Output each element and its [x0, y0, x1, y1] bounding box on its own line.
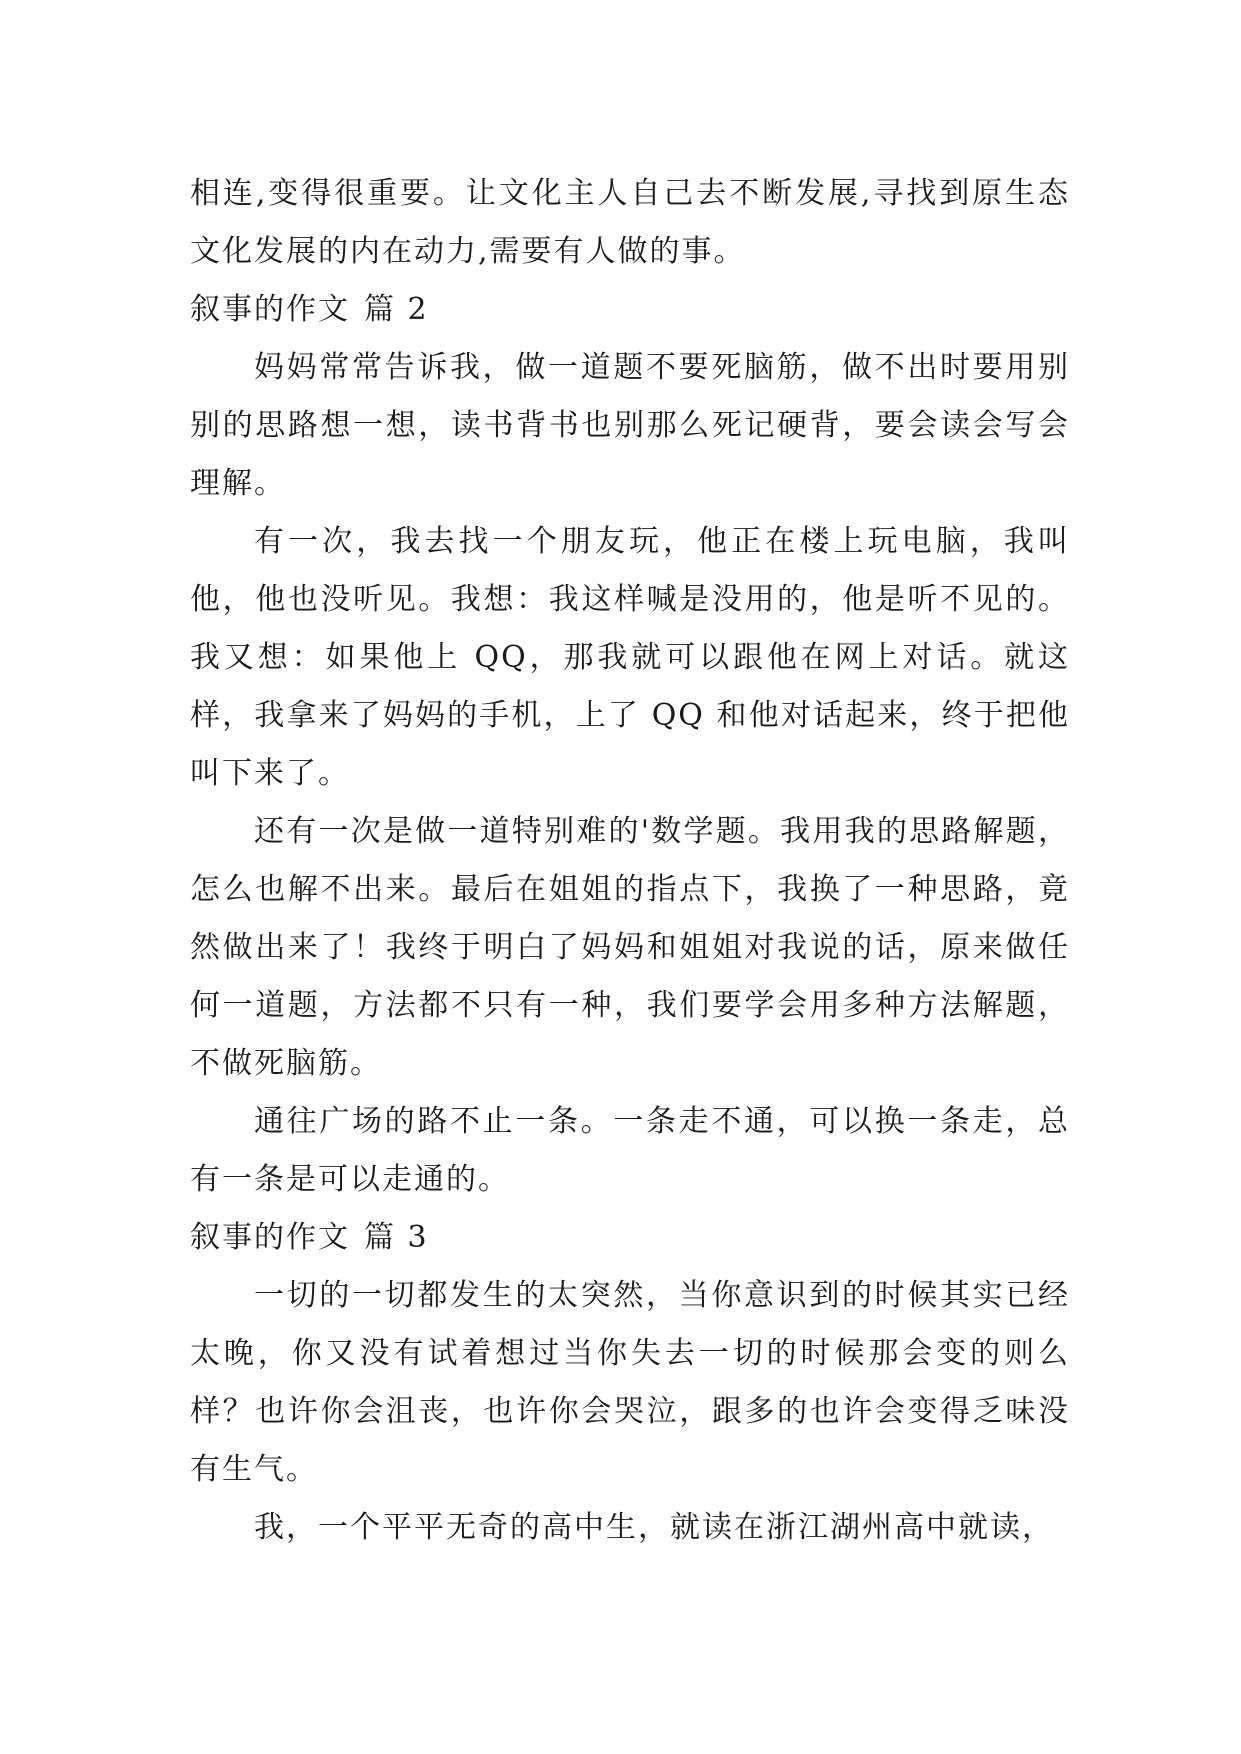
paragraph: 妈妈常常告诉我，做一道题不要死脑筋，做不出时要用别别的思路想一想，读书背书也别那么死记硬背，要会读会写会理解。 [190, 350, 1070, 501]
document-body [190, 165, 1070, 1557]
section-heading [190, 281, 1070, 339]
paragraph: 通往广场的路不止一条。一条走不通，可以换一条走，总有一条是可以走通的。 [190, 1104, 1070, 1197]
paragraph: 还有一次是做一道特别难的'数学题。我用我的思路解题，怎么也解不出来。最后在姐姐的指点下，我换了一种思路，竟然做出来了！我终于明白了妈妈和姐姐对我说的话，原来做任何一道题，方法都不只有一种，我们要学会用多种方法解题，不做死脑筋。 [190, 814, 1070, 1081]
paragraph: 有一次，我去找一个朋友玩，他正在楼上玩电脑，我叫他，他也没听见。我想：我这样喊是没用的，他是听不见的。我又想：如果他上 QQ，那我就可以跟他在网上对话。就这样，我拿来了妈妈的手机，上了 QQ 和他对话起来，终于把他叫下来了。 [190, 524, 1070, 791]
section-3 [190, 1209, 1070, 1557]
section-heading [190, 1209, 1070, 1267]
section-title: 叙事的作文 [190, 292, 350, 327]
paragraph: 我，一个平平无奇的高中生，就读在浙江湖州高中就读， [254, 1510, 1054, 1545]
section-2 [190, 281, 1070, 1209]
section-number: 篇 3 [364, 1220, 429, 1255]
section-number: 篇 2 [364, 292, 429, 327]
paragraph: 一切的一切都发生的太突然，当你意识到的时候其实已经太晚，你又没有试着想过当你失去一切的时候那会变的则么样？也许你会沮丧，也许你会哭泣，跟多的也许会变得乏味没有生气。 [190, 1278, 1070, 1487]
intro-paragraph: 相连,变得很重要。让文化主人自己去不断发展,寻找到原生态文化发展的内在动力,需要有人做的事。 [190, 176, 1070, 269]
section-title: 叙事的作文 [190, 1220, 350, 1255]
